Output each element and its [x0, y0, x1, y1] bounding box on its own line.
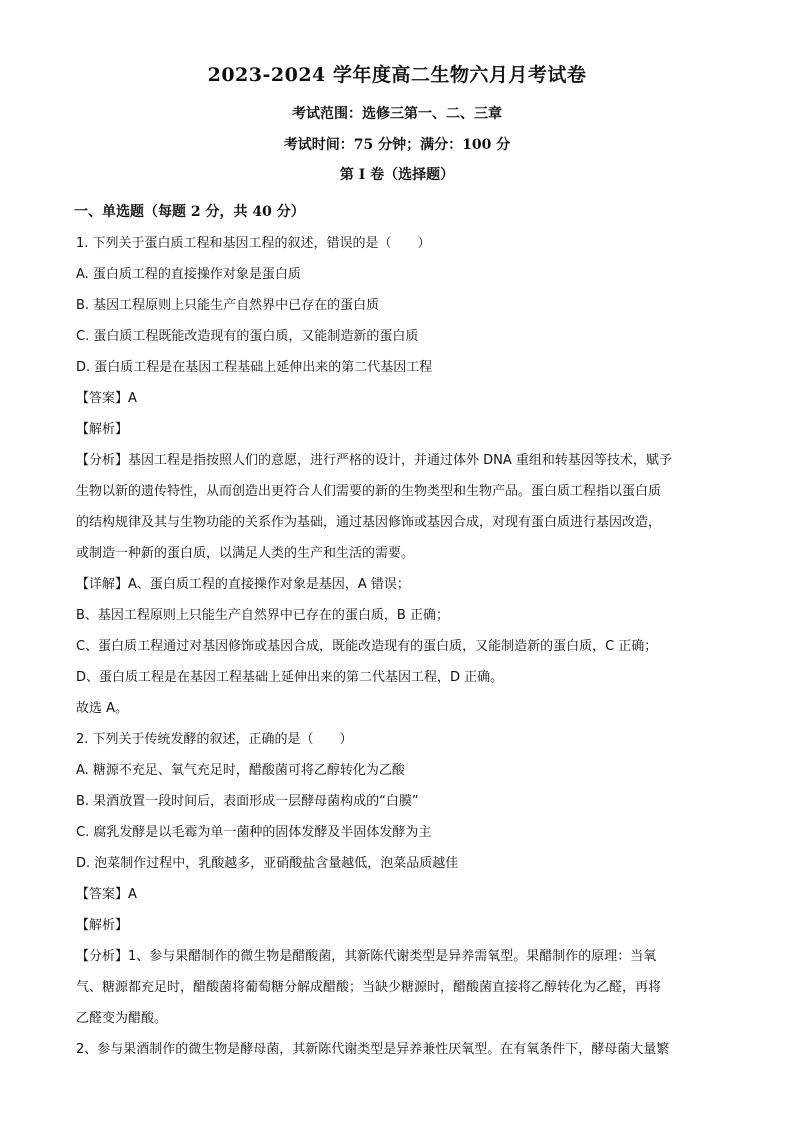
question-stem-close: ） [339, 732, 353, 747]
question-1-detail-line: 【详解】A、蛋白质工程的直接操作对象是基因，A 错误； [76, 577, 410, 592]
question-2-option-a: A. 糖源不充足、氧气充足时，醋酸菌可将乙醇转化为乙酸 [76, 763, 405, 778]
question-2-answer: 【答案】A [76, 887, 137, 902]
question-1-analysis-label: 【解析】 [76, 422, 129, 437]
question-2-analysis-line: 气、糖源都充足时，醋酸菌将葡萄糖分解成醋酸；当缺少糖源时，醋酸菌直接将乙醇转化为乙醛，再将 [76, 980, 662, 995]
question-1-analysis-line: 或制造一种新的蛋白质，以满足人类的生产和生活的需要。 [76, 546, 415, 561]
question-2-option-b: B. 果酒放置一段时间后，表面形成一层酵母菌构成的“白膜” [76, 794, 419, 809]
question-1-conclusion: 故选 A。 [76, 701, 129, 716]
question-1-option-d: D. 蛋白质工程是在基因工程基础上延伸出来的第二代基因工程 [76, 360, 433, 375]
question-stem-text: 1. 下列关于蛋白质工程和基因工程的叙述，错误的是（ [76, 236, 392, 251]
question-stem-close: ） [417, 236, 431, 251]
question-1-analysis-line: 的结构规律及其与生物功能的关系作为基础，通过基因修饰或基因合成，对现有蛋白质进行基因改造， [76, 515, 662, 530]
question-2-analysis-line: 【分析】1、参与果醋制作的微生物是醋酸菌，其新陈代谢类型是异养需氧型。果醋制作的原理：当氧 [76, 949, 657, 964]
question-2-analysis-label: 【解析】 [76, 918, 129, 933]
question-1-option-a: A. 蛋白质工程的直接操作对象是蛋白质 [76, 267, 301, 282]
question-1-analysis-line: 生物以新的遗传特性，从而创造出更符合人们需要的新的生物类型和生物产品。蛋白质工程指以蛋白质 [76, 484, 662, 499]
volume-heading: 第 I 卷（选择题） [339, 167, 455, 183]
question-stem-text: 2. 下列关于传统发酵的叙述，正确的是（ [76, 732, 314, 747]
exam-title: 2023-2024 学年度高二生物六月月考试卷 [207, 64, 587, 86]
exam-time: 考试时间：75 分钟；满分：100 分 [283, 137, 511, 153]
exam-scope: 考试范围：选修三第一、二、三章 [292, 106, 502, 122]
question-1-detail-line: B、基因工程原则上只能生产自然界中已存在的蛋白质，B 正确； [76, 608, 449, 623]
question-2-stem [76, 724, 720, 755]
question-1-analysis-line: 【分析】基因工程是指按照人们的意愿，进行严格的设计，并通过体外 DNA 重组和转基因等技术，赋予 [76, 453, 672, 468]
question-1-detail-line: C、蛋白质工程通过对基因修饰或基因合成，既能改造现有的蛋白质，又能制造新的蛋白质，C 正确； [76, 639, 658, 654]
question-1-answer: 【答案】A [76, 391, 137, 406]
question-1-option-c: C. 蛋白质工程既能改造现有的蛋白质，又能制造新的蛋白质 [76, 329, 419, 344]
document-body [76, 197, 720, 1065]
question-1-detail-line: D、蛋白质工程是在基因工程基础上延伸出来的第二代基因工程，D 正确。 [76, 670, 504, 685]
question-2-option-d: D. 泡菜制作过程中，乳酸越多，亚硝酸盐含量越低，泡菜品质越佳 [76, 856, 459, 871]
question-1-stem [76, 228, 720, 259]
section-heading: 一、单选题（每题 2 分，共 40 分） [74, 204, 305, 220]
question-2-option-c: C. 腐乳发酵是以毛霉为单一菌种的固体发酵及半固体发酵为主 [76, 825, 432, 840]
question-1-option-b: B. 基因工程原则上只能生产自然界中已存在的蛋白质 [76, 298, 380, 313]
question-2-analysis-line: 乙醛变为醋酸。 [76, 1011, 168, 1026]
question-2-analysis-line: 2、参与果酒制作的微生物是酵母菌，其新陈代谢类型是异养兼性厌氧型。在有氧条件下，酵母菌大量繁 [76, 1042, 670, 1057]
